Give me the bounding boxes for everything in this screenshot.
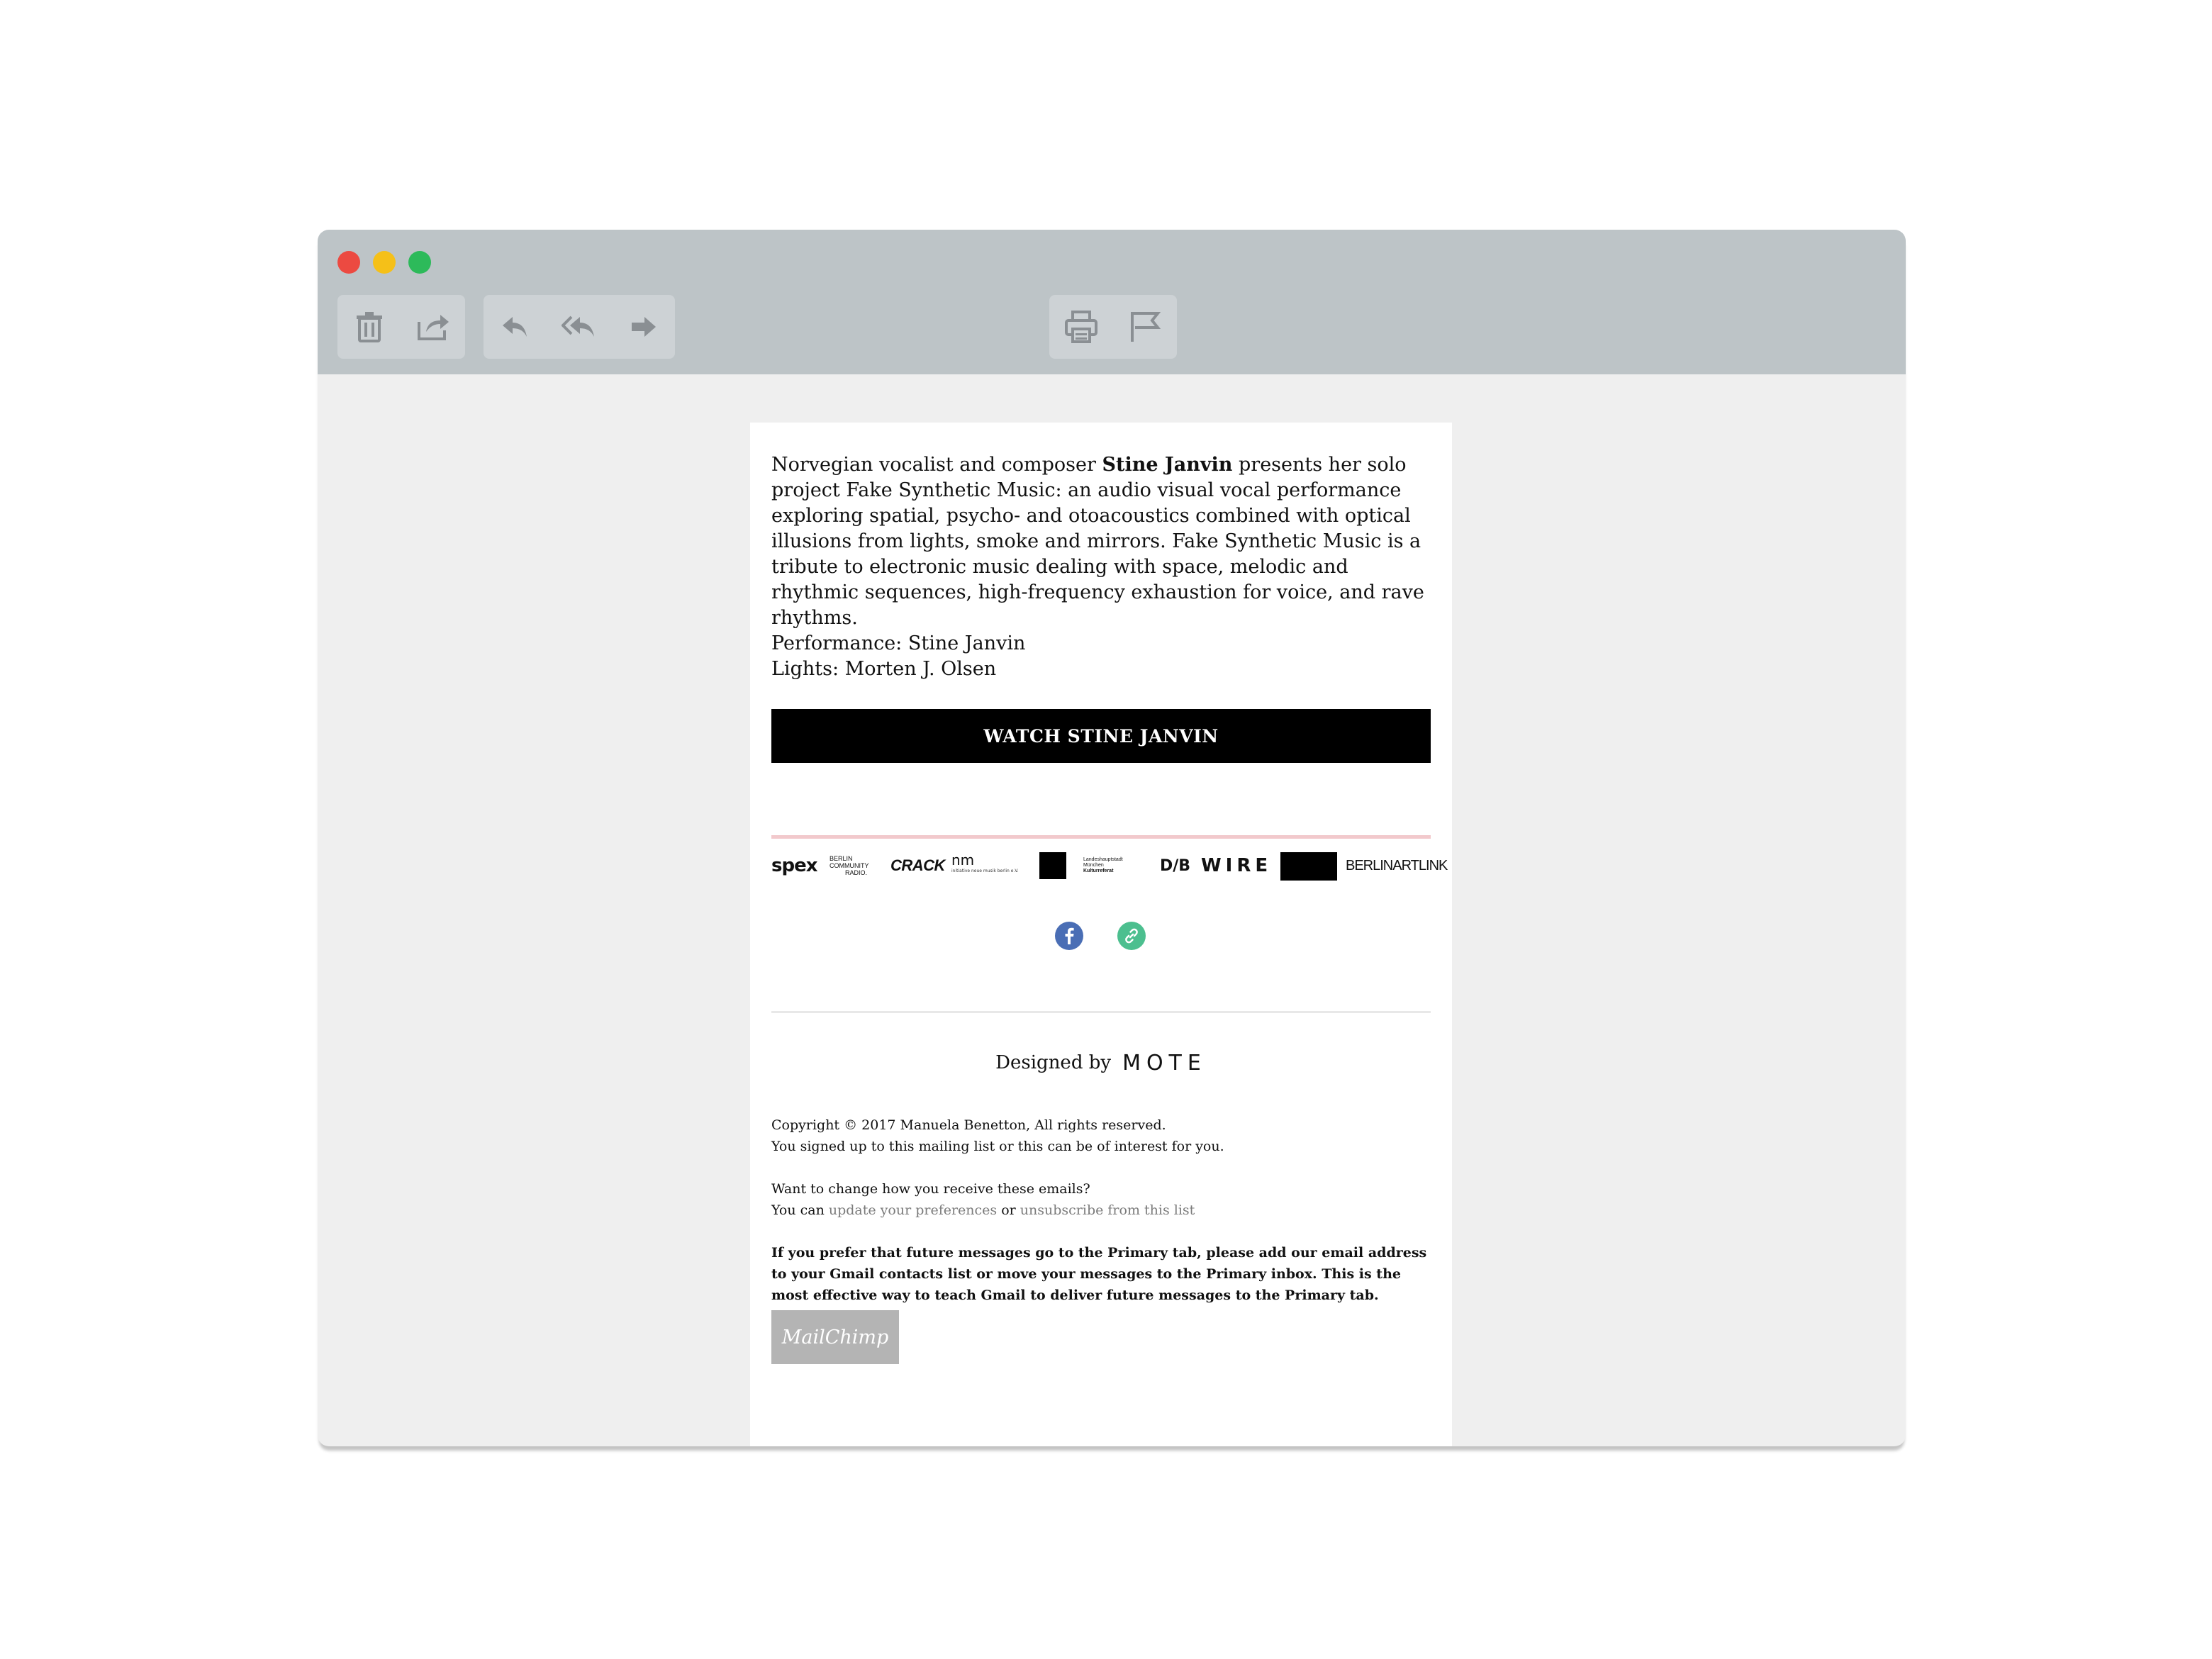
artist-name: Stine Janvin — [1102, 454, 1233, 476]
designed-by-label: Designed by — [995, 1052, 1112, 1073]
divider-grey — [771, 1011, 1431, 1013]
copyright-text: Copyright © 2017 Manuela Benetton, All rights reserved. — [771, 1117, 1166, 1133]
move-icon — [416, 312, 450, 342]
intro-paragraph — [771, 452, 1431, 631]
or-text: or — [997, 1202, 1020, 1218]
logo-berlin-community-radio[interactable] — [830, 848, 869, 883]
flag-icon — [1128, 311, 1162, 343]
logo-spex[interactable]: spex — [771, 855, 817, 876]
credit-performance: Performance: Stine Janvin — [771, 632, 1026, 654]
change-question: Want to change how you receive these emails? — [771, 1181, 1090, 1197]
intro-text-rest: presents her solo project Fake Synthetic Music: an audio visual vocal performance exploring spatial, psycho- and otoacoustics combined with optical illusions from lights, smoke and mirrors. Fake Synthetic Music is a tribute to electronic music dealing with space, melodic and rhythmic sequences, high-frequency exhaustion for voice, and rave rhythms. — [771, 454, 1424, 629]
forward-button[interactable] — [611, 295, 675, 359]
watch-button[interactable]: WATCH STINE JANVIN — [771, 709, 1431, 763]
footer-copyright — [771, 1115, 1431, 1157]
email-body — [750, 423, 1452, 1446]
mailchimp-badge[interactable]: MailChimp — [771, 1310, 899, 1364]
delete-button[interactable] — [337, 295, 401, 359]
logo-black-badge[interactable] — [1039, 852, 1066, 879]
logo-lhm-line1: Landeshauptstadt — [1083, 857, 1123, 862]
facebook-button[interactable] — [1055, 922, 1083, 950]
logo-bcr-line3: RADIO. — [845, 869, 868, 876]
logo-nm-caption: initiative neue musik berlin e.V. — [951, 868, 1019, 873]
forward-icon — [629, 314, 657, 340]
reply-button[interactable] — [484, 295, 547, 359]
logo-nm-mark: nm — [951, 851, 975, 868]
reply-all-icon — [562, 314, 597, 340]
mail-window — [318, 230, 1906, 1446]
logo-lhm-line2: München — [1083, 863, 1104, 868]
print-button[interactable] — [1049, 295, 1113, 359]
minimize-window-button[interactable] — [373, 251, 396, 274]
designed-by — [771, 1045, 1431, 1080]
trash-icon — [355, 311, 384, 342]
logo-lhm-line3: Kulturreferat — [1083, 868, 1114, 873]
credits — [771, 631, 1431, 682]
update-preferences-link[interactable]: update your preferences — [828, 1202, 998, 1218]
facebook-icon — [1062, 927, 1076, 944]
flag-button[interactable] — [1113, 295, 1177, 359]
logo-wire[interactable]: WIRE — [1201, 855, 1273, 876]
unsubscribe-link[interactable]: unsubscribe from this list — [1020, 1202, 1195, 1218]
logo-crack[interactable]: CRACK — [890, 856, 945, 874]
logo-landeshauptstadt-muenchen[interactable] — [1083, 848, 1123, 883]
credit-lights: Lights: Morten J. Olsen — [771, 658, 997, 680]
partner-logos — [771, 848, 1448, 883]
reply-all-button[interactable] — [547, 295, 611, 359]
logo-bcr-line2: COMMUNITY — [830, 862, 869, 869]
preferences-line — [771, 1200, 1431, 1221]
move-button[interactable] — [401, 295, 465, 359]
signup-note: You signed up to this mailing list or this can be of interest for you. — [771, 1139, 1224, 1154]
titlebar — [318, 230, 1906, 374]
website-link-button[interactable] — [1117, 922, 1146, 950]
gmail-note: If you prefer that future messages go to the Primary tab, please add our email address to your Gmail contacts list or move your messages to the Primary inbox. This is the most effective way to teach Gmail to deliver future messages to the Primary tab. — [771, 1245, 1427, 1303]
toolbar-group-manage — [337, 295, 465, 359]
toolbar-group-other — [1049, 295, 1177, 359]
logo-berlinartlink[interactable]: BERLINARTLINK — [1346, 857, 1448, 873]
maximize-window-button[interactable] — [408, 251, 431, 274]
link-icon — [1123, 927, 1140, 944]
print-icon — [1064, 311, 1098, 343]
you-can-text: You can — [771, 1202, 829, 1218]
divider-pink — [771, 835, 1431, 839]
footer-preferences — [771, 1178, 1431, 1221]
reply-icon — [501, 314, 530, 340]
logo-bcr-line1: BERLIN — [830, 855, 853, 862]
toolbar-group-reply — [484, 295, 675, 359]
logo-nm[interactable] — [951, 848, 1019, 883]
close-window-button[interactable] — [337, 251, 360, 274]
mote-logo[interactable]: MOTE — [1122, 1050, 1207, 1076]
intro-text-start: Norvegian vocalist and composer — [771, 454, 1102, 476]
logo-db[interactable]: D/B — [1160, 856, 1191, 875]
logo-black-bar[interactable] — [1280, 852, 1337, 881]
